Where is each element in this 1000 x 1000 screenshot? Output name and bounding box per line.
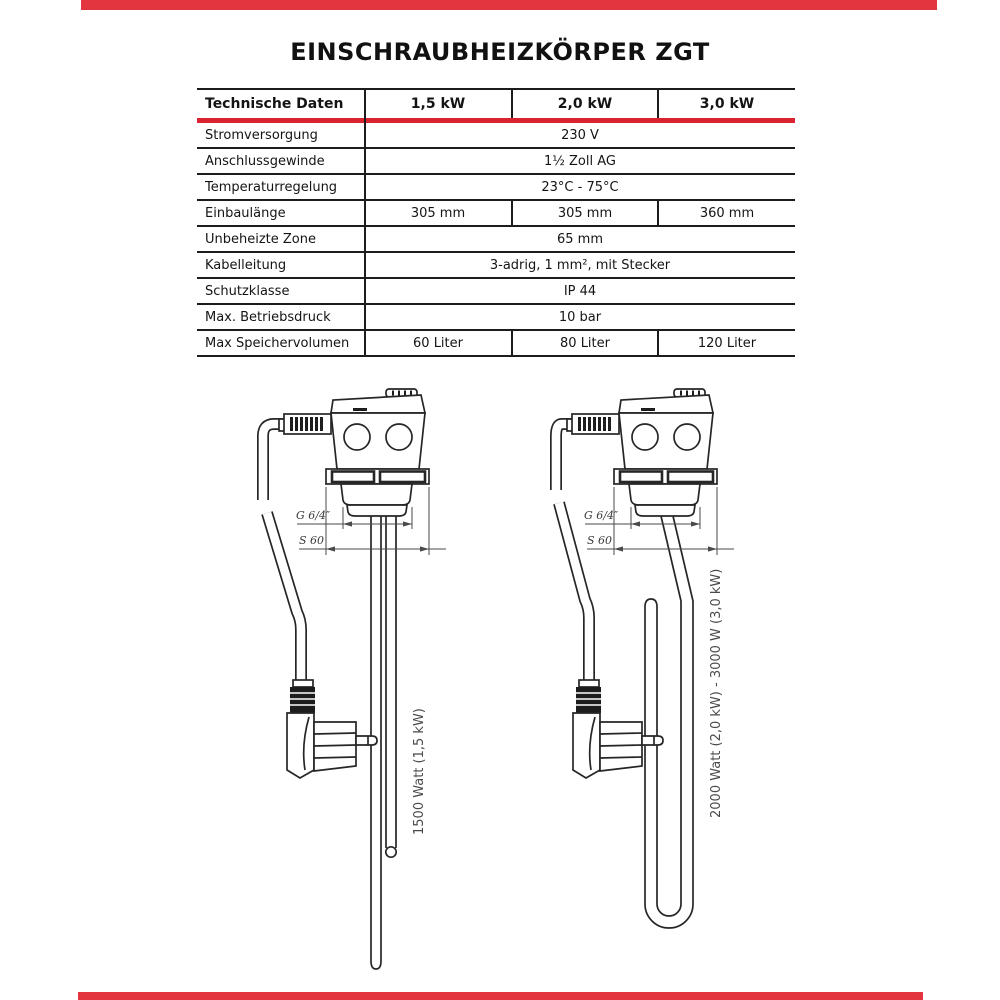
hex-nut-and-thread [614, 469, 717, 516]
row-label: Schutzklasse [205, 283, 290, 299]
row-label: Stromversorgung [205, 127, 318, 143]
row-label: Max. Betriebsdruck [205, 309, 331, 325]
wattage-label: 2000 Watt (2,0 kW) - 3000 W (3,0 kW) [709, 568, 724, 818]
row-label: Max Speichervolumen [205, 335, 350, 351]
row-value: 360 mm [699, 205, 755, 221]
heating-rod [645, 516, 693, 928]
table-header-col-1: 1,5 kW [365, 90, 513, 118]
power-cable [263, 424, 301, 682]
cable-gland [279, 414, 331, 434]
row-value: 65 mm [556, 231, 603, 247]
row-value: 23°C - 75°C [541, 179, 619, 195]
bottom-accent-bar [78, 992, 923, 1000]
power-cable [556, 424, 589, 682]
schuko-plug [287, 680, 377, 778]
page-title: EINSCHRAUBHEIZKÖRPER ZGT [290, 38, 710, 66]
hex-nut-and-thread [326, 469, 429, 516]
row-label: Temperaturregelung [205, 179, 338, 195]
row-value: IP 44 [563, 283, 597, 299]
row-label: Einbaulänge [205, 205, 286, 221]
plug-pin [356, 736, 377, 745]
row-value: 60 Liter [365, 331, 513, 355]
wrench-dimension-label: S 60 [299, 534, 325, 547]
plug-pin [642, 736, 663, 745]
row-label: Unbeheizte Zone [205, 231, 317, 247]
row-value: 305 mm [365, 201, 513, 225]
diagram-left-straight-element [263, 389, 446, 969]
wattage-label: 1500 Watt (1,5 kW) [412, 708, 427, 835]
table-header-label: Technische Daten [205, 96, 344, 112]
row-value: 10 bar [558, 309, 602, 325]
row-value: 3-adrig, 1 mm², mit Stecker [489, 257, 671, 273]
thread-dimension-label: G 6/4″ [584, 509, 619, 522]
diagram-right-hairpin-element [556, 389, 734, 928]
schuko-plug [573, 680, 663, 778]
row-value: 1½ Zoll AG [544, 153, 616, 169]
row-label: Kabelleitung [205, 257, 287, 273]
row-value: 120 Liter [697, 335, 757, 351]
table-header-col-3: 3,0 kW [699, 96, 755, 112]
thermostat-head [331, 389, 425, 469]
row-value: 305 mm [513, 201, 659, 225]
table-header-col-2: 2,0 kW [513, 90, 659, 118]
row-value: 230 V [561, 127, 599, 143]
wrench-dimension-label: S 60 [587, 534, 613, 547]
cable-gland [567, 414, 619, 434]
row-value: 80 Liter [513, 331, 659, 355]
row-label: Anschlussgewinde [205, 153, 325, 169]
thermostat-head [619, 389, 713, 469]
thread-dimension-label: G 6/4″ [296, 509, 331, 522]
